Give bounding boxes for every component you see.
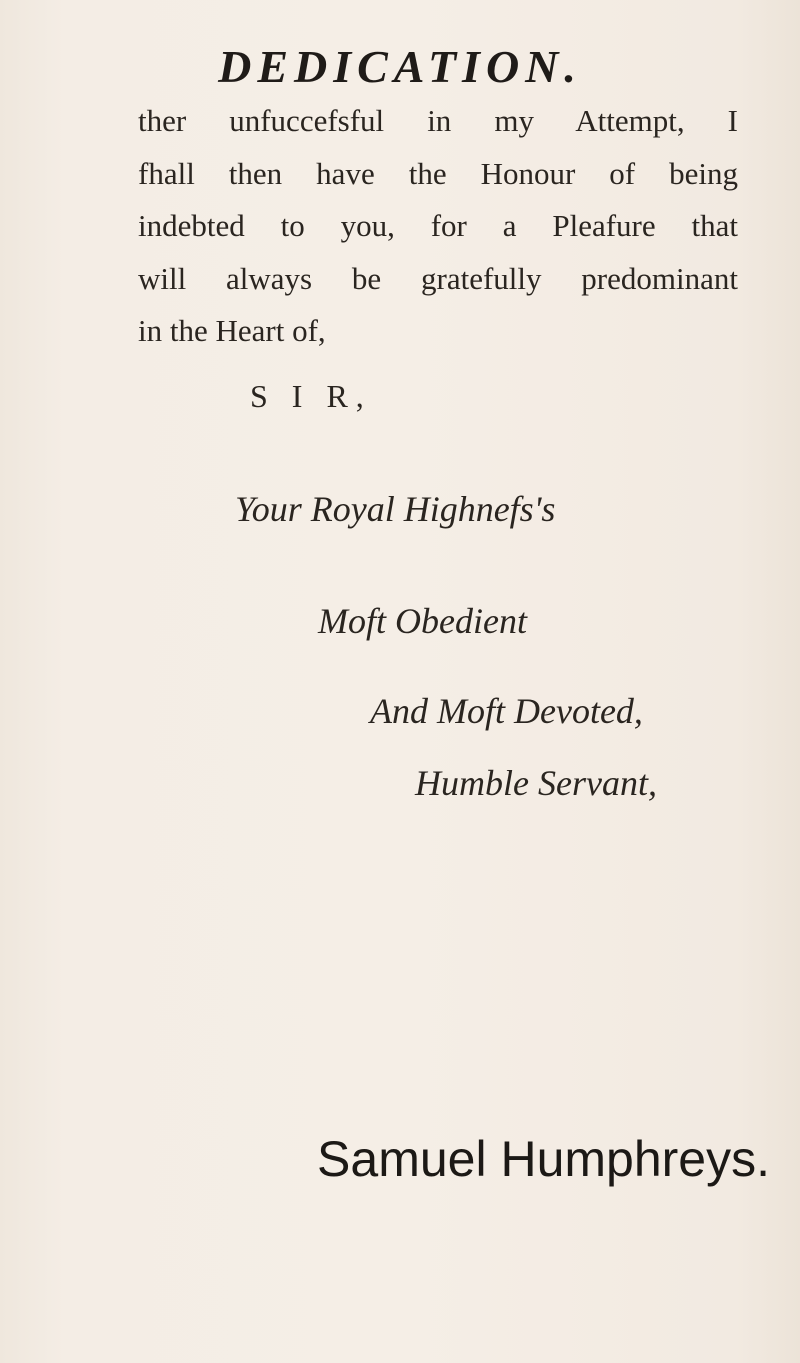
signature: Samuel Humphreys.: [317, 1131, 770, 1187]
body-line: indebted to you, for a Pleafure that: [138, 208, 738, 243]
bleed-through-text: [490, 320, 800, 1020]
body-line: ther unfuccefsful in my Attempt, I: [138, 103, 738, 138]
salutation: S I R,: [250, 378, 372, 414]
closing-line-1: Your Royal Highnefs's: [235, 489, 556, 529]
closing-line-3: And Moft Devoted,: [370, 691, 643, 731]
closing-line-2: Moft Obedient: [318, 601, 527, 641]
body-line: will always be gratefully predominant: [138, 260, 738, 296]
body-line: fhall then have the Honour of being: [138, 155, 738, 191]
page-header: DEDICATION.: [218, 41, 582, 92]
closing-line-4: Humble Servant,: [415, 763, 657, 803]
dedication-body: [138, 95, 738, 358]
body-line: in the Heart of,: [138, 313, 326, 348]
